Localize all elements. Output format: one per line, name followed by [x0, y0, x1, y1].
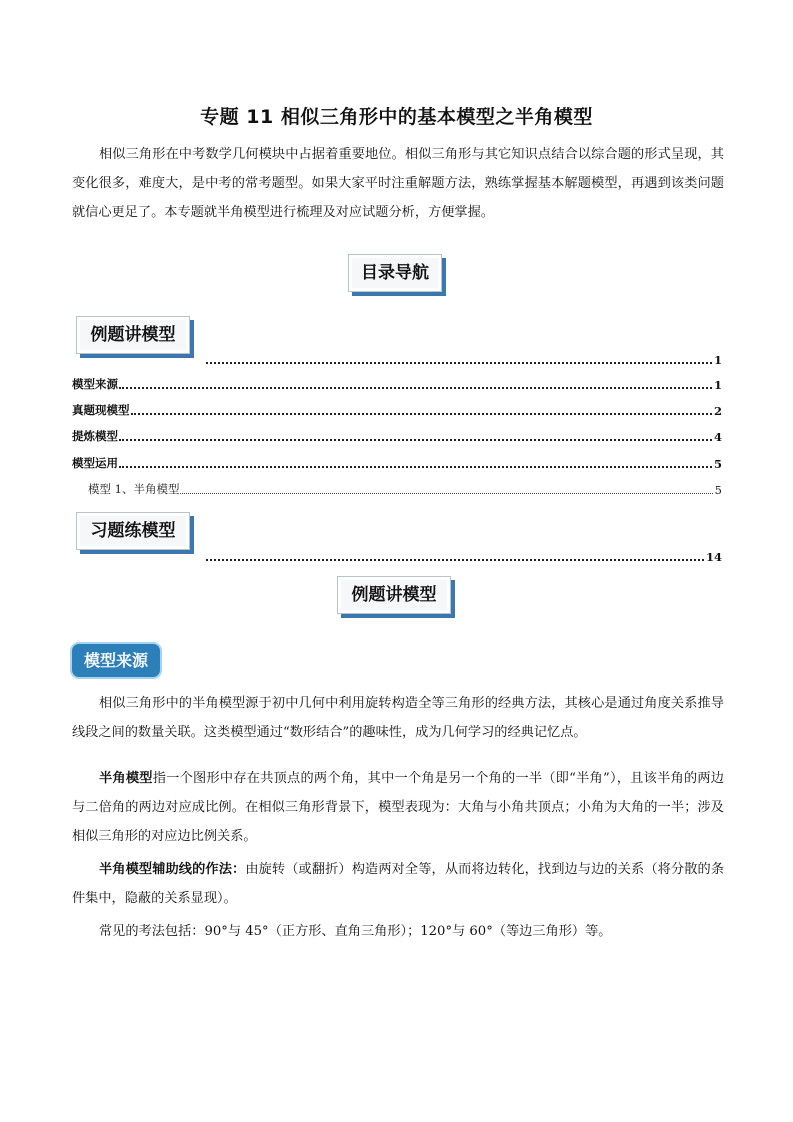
toc-entry-model-1[interactable]: 模型 1、半角模型 5 — [88, 482, 722, 497]
page-title: 专题 11 相似三角形中的基本模型之半角模型 — [200, 106, 593, 128]
toc-leader — [119, 456, 712, 468]
term-auxiliary-line: 半角模型辅助线的作法： — [99, 862, 246, 877]
toc-heading-box: 目录导航 — [348, 254, 442, 292]
toc-entry-real-exam[interactable]: 真题现模型 2 — [72, 403, 722, 418]
toc-leader — [180, 483, 712, 494]
toc-leader — [119, 377, 712, 389]
toc-page: 2 — [713, 404, 722, 418]
intro-paragraph: 相似三角形在中考数学几何模块中占据着重要地位。相似三角形与其它知识点结合以综合题的形式呈现，其变化很多，难度大，是中考的常考题型。如果大家平时注重解题方法，熟练掌握基本解题模型，再遇到该类问题就信心更足了。本专题就半角模型进行梳理及对应试题分析，方便掌握。 — [72, 147, 724, 220]
toc-page: 5 — [713, 457, 722, 471]
toc-page: 5 — [714, 483, 722, 497]
toc-entry-model-application[interactable]: 模型运用 5 — [72, 456, 722, 471]
toc-page: 14 — [705, 550, 722, 564]
auxiliary-line-method: 半角模型辅助线的作法：由旋转（或翻折）构造两对全等，从而将边转化，找到边与边的关系（将分散的条件集中，隐蔽的关系显现）。 — [72, 862, 725, 906]
toc-entry-exercise[interactable] — [205, 548, 722, 564]
toc-entry-example[interactable] — [205, 351, 722, 367]
model-source-paragraph: 相似三角形中的半角模型源于初中几何中利用旋转构造全等三角形的经典方法，其核心是通过角度关系推导线段之间的数量关联。这类模型通过“数形结合”的趣味性，成为几何学习的经典记忆点。 — [72, 696, 724, 740]
section-example-box: 例题讲模型 — [76, 316, 190, 354]
common-exam-types: 常见的考法包括：90°与 45°（正方形、直角三角形）；120°与 60°（等边三角形）等。 — [99, 924, 612, 939]
toc-entry-extract-model[interactable]: 提炼模型 4 — [72, 429, 722, 444]
section-example-heading: 例题讲模型 — [337, 576, 451, 614]
term-half-angle: 半角模型 — [99, 771, 153, 786]
model-source-badge: 模型来源 — [72, 644, 160, 677]
half-angle-definition: 半角模型指一个图形中存在共顶点的两个角，其中一个角是另一个角的一半（即“半角”），且该半角的两边与二倍角的两边对应成比例。在相似三角形背景下，模型表现为：大角与小角共顶点；小角为大角的一半；涉及相似三角形的对应边比例关系。 — [72, 771, 724, 844]
toc-page: 1 — [713, 353, 722, 367]
section-exercise-box: 习题练模型 — [76, 512, 190, 550]
toc-page: 4 — [713, 430, 722, 444]
toc-leader — [131, 403, 712, 415]
toc-leader — [119, 429, 712, 441]
toc-page: 1 — [713, 378, 722, 392]
toc-leader — [206, 549, 704, 561]
toc-entry-model-source[interactable]: 模型来源 1 — [72, 377, 722, 392]
toc-leader — [206, 352, 712, 364]
